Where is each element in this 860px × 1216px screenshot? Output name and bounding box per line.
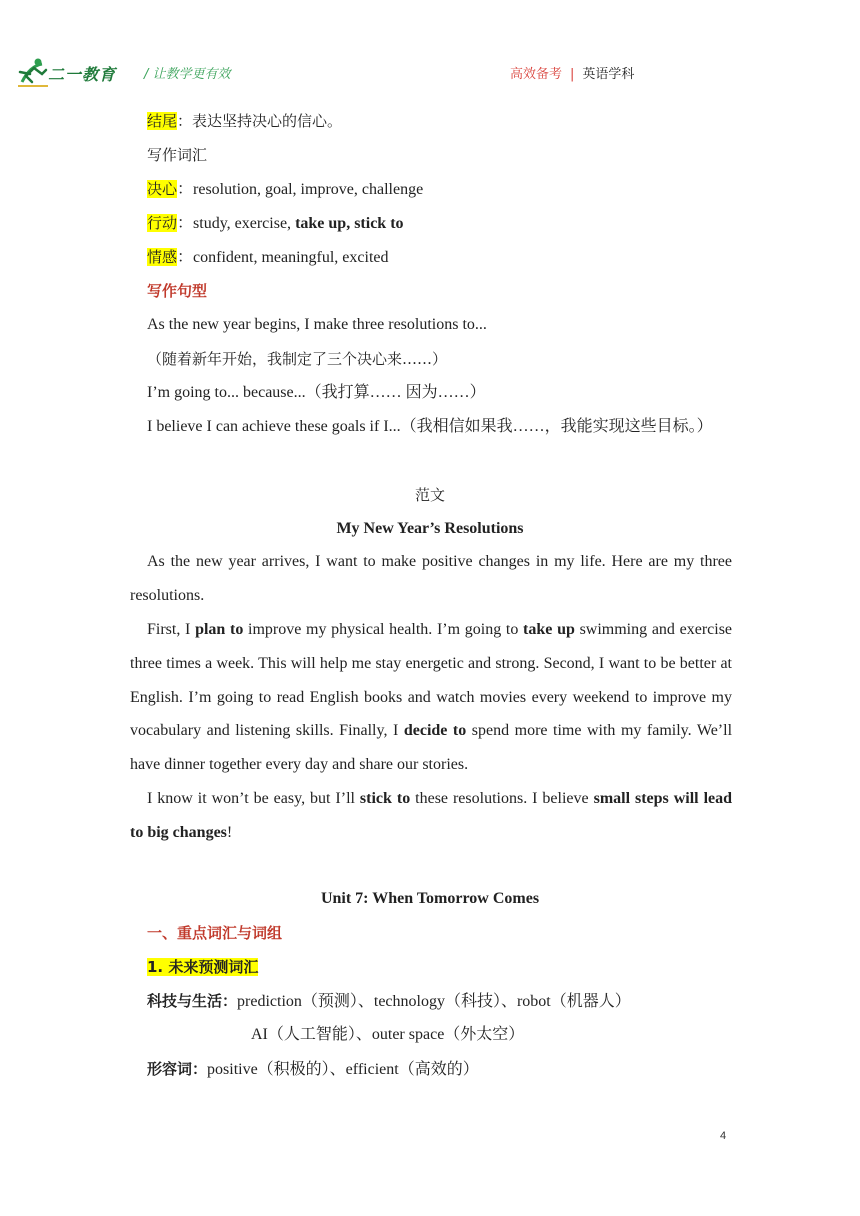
essay-title: My New Year’s Resolutions	[336, 520, 524, 537]
emotion-text: ：confident, meaningful, excited	[177, 249, 389, 266]
section-title: 一、重点词汇与词组	[147, 924, 283, 942]
action-text: ：study, exercise,	[177, 215, 296, 232]
resolution-label: 决心	[147, 180, 178, 198]
tag-subject: 英语学科	[582, 67, 635, 82]
unit-title: Unit 7: When Tomorrow Comes	[320, 890, 540, 907]
ending-label: 结尾	[147, 112, 178, 130]
emotion-label: 情感	[147, 248, 178, 266]
vocab-resolution	[0, 178, 860, 201]
action-label: 行动	[147, 214, 178, 232]
header-tags	[510, 63, 634, 82]
sentence-1-cn: （随着新年开始，我制定了三个决心来……）	[147, 350, 448, 368]
vocab-title: 写作词汇	[147, 146, 208, 164]
tech-vocab-line-2: AI（人工智能）、outer space（外太空）	[251, 1026, 525, 1043]
resolution-text: ：resolution, goal, improve, challenge	[177, 181, 424, 198]
vocab-emotion	[0, 246, 860, 269]
sentence-title: 写作句型	[147, 282, 208, 300]
tech-label: 科技与生活：	[147, 992, 238, 1010]
essay-paragraph-3: I know it won’t be easy, but I’ll stick to these resolutions. I believe small steps will lead to big changes!	[130, 790, 733, 841]
action-bold: take up, stick to	[295, 215, 404, 232]
vocab-action	[0, 212, 860, 235]
adjective-vocab	[0, 1058, 860, 1081]
outline-ending	[0, 110, 860, 133]
tag-separator: |	[570, 67, 575, 82]
sentence-1: As the new year begins, I make three resolutions to...	[147, 316, 487, 333]
essay-paragraph-2: First, I plan to improve my physical health. I’m going to take up swimming and exercise three times a week. This will help me stay energetic and strong. Second, I want to be better at English. I’m going to read English books and watch movies every weekend to improve my vocabulary and listening skills. Finally, I decide to spend more time with my family. We’ll have dinner together every day and share our stories.	[130, 621, 733, 774]
tag-exam-prep: 高效备考	[510, 67, 563, 82]
essay-paragraph-1: As the new year arrives, I want to make positive changes in my life. Here are my three resolutions.	[130, 553, 732, 604]
subsection-title	[0, 956, 860, 979]
sentence-3: I believe I can achieve these goals if I...（我相信如果我……，我能实现这些目标。）	[147, 418, 713, 435]
ending-text: ：表达坚持决心的信心。	[177, 112, 343, 130]
tech-line-1: prediction（预测）、technology（科技）、robot（机器人）	[237, 993, 631, 1010]
page-number: 4	[720, 1130, 727, 1142]
sentence-2: I’m going to... because...（我打算…… 因为……）	[147, 384, 486, 401]
adjective-label: 形容词：	[147, 1060, 208, 1078]
tech-vocab-line-1	[0, 990, 860, 1013]
slogan: / 让教学更有效	[144, 67, 231, 82]
adjective-text: positive（积极的）、efficient（高效的）	[207, 1061, 479, 1078]
logo-text: 二一教育	[48, 65, 117, 84]
page-header	[0, 0, 860, 100]
subsection-label: 1. 未来预测词汇	[147, 958, 259, 976]
essay-label: 范文	[414, 486, 445, 504]
